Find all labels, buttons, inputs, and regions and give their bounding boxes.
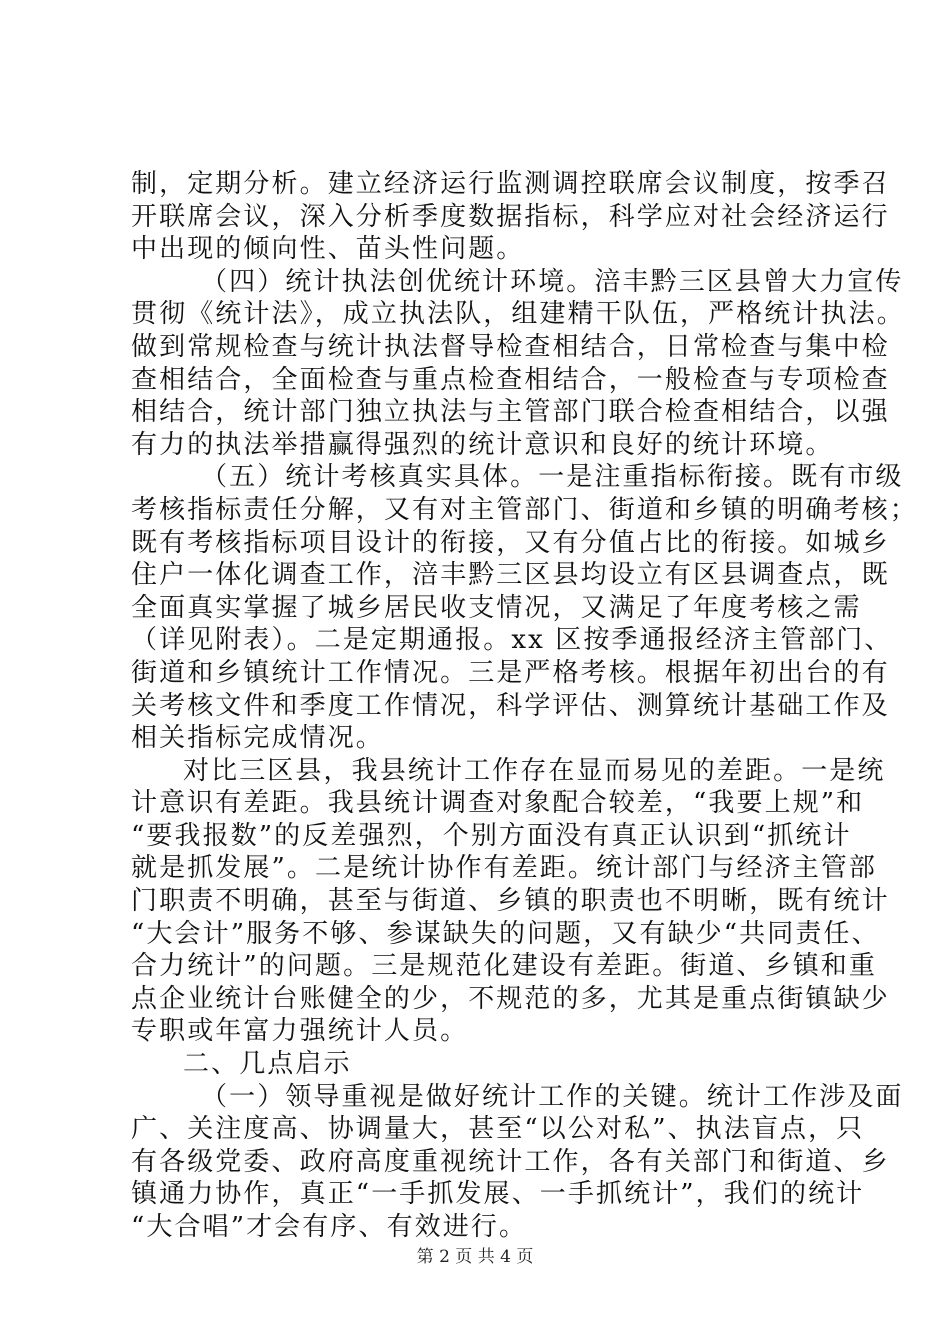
- text-line: 街道和乡镇统计工作情况。三是严格考核。根据年初出台的有: [131, 657, 890, 688]
- document-body: [131, 168, 918, 1244]
- text-line: 合力统计”的问题。三是规范化建设有差距。街道、乡镇和重: [131, 951, 877, 982]
- text-line: 住户一体化调查工作，涪丰黔三区县均设立有区县调查点，既: [131, 560, 890, 591]
- text-line: 计意识有差距。我县统计调查对象配合较差，“我要上规”和: [131, 788, 865, 819]
- text-line: 制，定期分析。建立经济运行监测调控联席会议制度，按季召: [131, 169, 890, 199]
- paragraph-start-line: （四）统计执法创优统计环境。涪丰黔三区县曾大力宣传: [201, 266, 904, 297]
- text-line: 中出现的倾向性、苗头性问题。: [131, 234, 525, 265]
- text-line: 查相结合，全面检查与重点检查相结合，一般检查与专项检查: [131, 364, 890, 395]
- text-line: 考核指标责任分解，又有对主管部门、街道和乡镇的明确考核；: [131, 494, 918, 525]
- paragraph-start-line: （五）统计考核真实具体。一是注重指标衔接。既有市级: [201, 462, 904, 493]
- text-line: 有各级党委、政府高度重视统计工作，各有关部门和街道、乡: [131, 1146, 890, 1177]
- text-line: 关考核文件和季度工作情况，科学评估、测算统计基础工作及: [131, 690, 890, 721]
- section-heading: 二、几点启示: [183, 1049, 352, 1080]
- paragraph-start-line: （一）领导重视是做好统计工作的关键。统计工作涉及面: [201, 1081, 904, 1112]
- text-line: 做到常规检查与统计执法督导检查相结合，日常检查与集中检: [131, 331, 890, 362]
- text-line: “大合唱”才会有序、有效进行。: [131, 1212, 528, 1242]
- text-line: 开联席会议，深入分析季度数据指标，科学应对社会经济运行: [131, 201, 890, 232]
- page-number-footer: 第 2 页 共 4 页: [416, 1247, 534, 1267]
- text-line: 贯彻《统计法》，成立执法队，组建精干队伍，严格统计执法。: [131, 299, 905, 330]
- text-line: 相结合，统计部门独立执法与主管部门联合检查相结合，以强: [131, 397, 890, 428]
- text-line: 既有考核指标项目设计的衔接，又有分值占比的衔接。如城乡: [131, 527, 890, 558]
- text-line: （详见附表）。二是定期通报。xx 区按季通报经济主管部门、: [131, 625, 893, 656]
- text-line: 全面真实掌握了城乡居民收支情况，又满足了年度考核之需: [131, 592, 862, 623]
- text-line: 门职责不明确，甚至与街道、乡镇的职责也不明晰，既有统计: [131, 886, 890, 917]
- text-line: 镇通力协作，真正“一手抓发展、一手抓统计”，我们的统计: [131, 1179, 865, 1210]
- text-line: “大会计”服务不够、参谋缺失的问题，又有缺少“共同责任、: [131, 918, 880, 949]
- text-line: 相关指标完成情况。: [131, 723, 384, 754]
- text-line: “要我报数”的反差强烈，个别方面没有真正认识到“抓统计: [131, 820, 852, 851]
- text-line: 点企业统计台账健全的少，不规范的多，尤其是重点街镇缺少: [131, 983, 890, 1014]
- paragraph-start-line: 对比三区县，我县统计工作存在显而易见的差距。一是统: [183, 755, 886, 786]
- text-line: 就是抓发展”。二是统计协作有差距。统计部门与经济主管部: [131, 853, 877, 884]
- text-line: 广、关注度高、协调量大，甚至“以公对私”、执法盲点，只: [131, 1114, 865, 1145]
- text-line: 专职或年富力强统计人员。: [131, 1016, 469, 1047]
- text-line: 有力的执法举措赢得强烈的统计意识和良好的统计环境。: [131, 429, 834, 460]
